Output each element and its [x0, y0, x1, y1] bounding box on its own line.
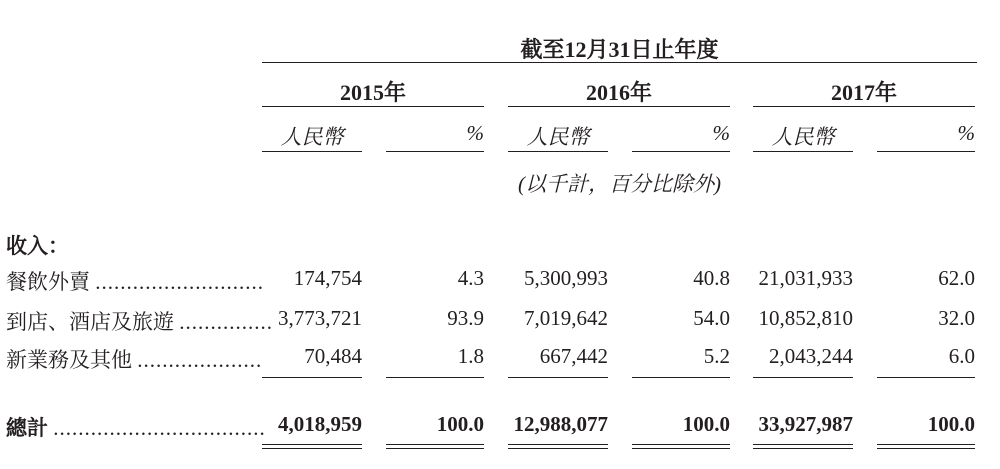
year-rule-2015 [262, 106, 484, 107]
total-2016-rmb: 12,988,077 [513, 412, 608, 436]
total-double-rule [753, 444, 853, 449]
subtotal-rule [508, 377, 608, 378]
subheader-rule [753, 151, 853, 152]
cell-2017-rmb: 21,031,933 [758, 266, 853, 290]
percent-header-2017: % [957, 121, 975, 145]
percent-header-2015: % [466, 121, 484, 145]
cell-2015-pct: 1.8 [457, 344, 484, 368]
subtotal-rule [632, 377, 730, 378]
subtotal-rule [753, 377, 853, 378]
subtotal-rule [262, 377, 362, 378]
year-header-2015: 2015年 [339, 80, 406, 105]
row-label [6, 306, 273, 336]
cell-2015-pct: 93.9 [447, 306, 484, 330]
currency-header-2015: 人民幣 [280, 125, 344, 149]
cell-2017-pct: 62.0 [938, 266, 975, 290]
row-label-text: 到店、酒店及旅遊 [6, 310, 174, 334]
dot-leader: .................... [137, 348, 263, 372]
period-rule [262, 62, 977, 63]
subheader-rule [386, 151, 484, 152]
year-rule-2017 [753, 106, 975, 107]
dot-leader: ............... [179, 310, 273, 334]
cell-2015-pct: 4.3 [457, 266, 484, 290]
total-double-rule [262, 444, 362, 449]
dot-leader: .................................. [53, 416, 266, 440]
subheader-rule [877, 151, 975, 152]
cell-2016-rmb: 667,442 [539, 344, 608, 368]
unit-note: (以千計，百分比除外) [518, 172, 721, 196]
total-2015-rmb: 4,018,959 [278, 412, 362, 436]
subheader-rule [632, 151, 730, 152]
row-label-text: 餐飲外賣 [6, 270, 90, 294]
cell-2017-pct: 32.0 [938, 306, 975, 330]
total-2016-pct: 100.0 [682, 412, 730, 436]
cell-2017-rmb: 10,852,810 [758, 306, 853, 330]
cell-2017-rmb: 2,043,244 [769, 344, 853, 368]
total-label [6, 412, 266, 442]
subtotal-rule [386, 377, 484, 378]
year-rule-2016 [508, 106, 730, 107]
subtotal-rule [877, 377, 975, 378]
cell-2016-pct: 54.0 [693, 306, 730, 330]
cell-2015-rmb: 3,773,721 [278, 306, 362, 330]
total-double-rule [632, 444, 730, 449]
section-label-revenue: 收入： [6, 234, 69, 258]
cell-2016-rmb: 7,019,642 [524, 306, 608, 330]
total-2017-pct: 100.0 [927, 412, 975, 436]
currency-header-2016: 人民幣 [526, 125, 590, 149]
total-2017-rmb: 33,927,987 [758, 412, 853, 436]
row-label-text: 新業務及其他 [6, 348, 132, 372]
dot-leader: ........................... [95, 270, 264, 294]
cell-2015-rmb: 174,754 [293, 266, 362, 290]
subheader-rule [508, 151, 608, 152]
year-header-2017: 2017年 [830, 80, 897, 105]
total-2015-pct: 100.0 [436, 412, 484, 436]
total-label-text: 總計 [6, 416, 48, 440]
currency-header-2017: 人民幣 [771, 125, 835, 149]
subheader-rule [262, 151, 362, 152]
row-label [6, 344, 262, 374]
cell-2017-pct: 6.0 [948, 344, 975, 368]
cell-2016-pct: 40.8 [693, 266, 730, 290]
percent-header-2016: % [712, 121, 730, 145]
cell-2016-pct: 5.2 [703, 344, 730, 368]
cell-2016-rmb: 5,300,993 [524, 266, 608, 290]
total-double-rule [877, 444, 975, 449]
row-label [6, 266, 264, 296]
total-double-rule [508, 444, 608, 449]
year-header-2016: 2016年 [585, 80, 652, 105]
total-double-rule [386, 444, 484, 449]
cell-2015-rmb: 70,484 [304, 344, 362, 368]
period-header: 截至12月31日止年度 [520, 37, 719, 62]
